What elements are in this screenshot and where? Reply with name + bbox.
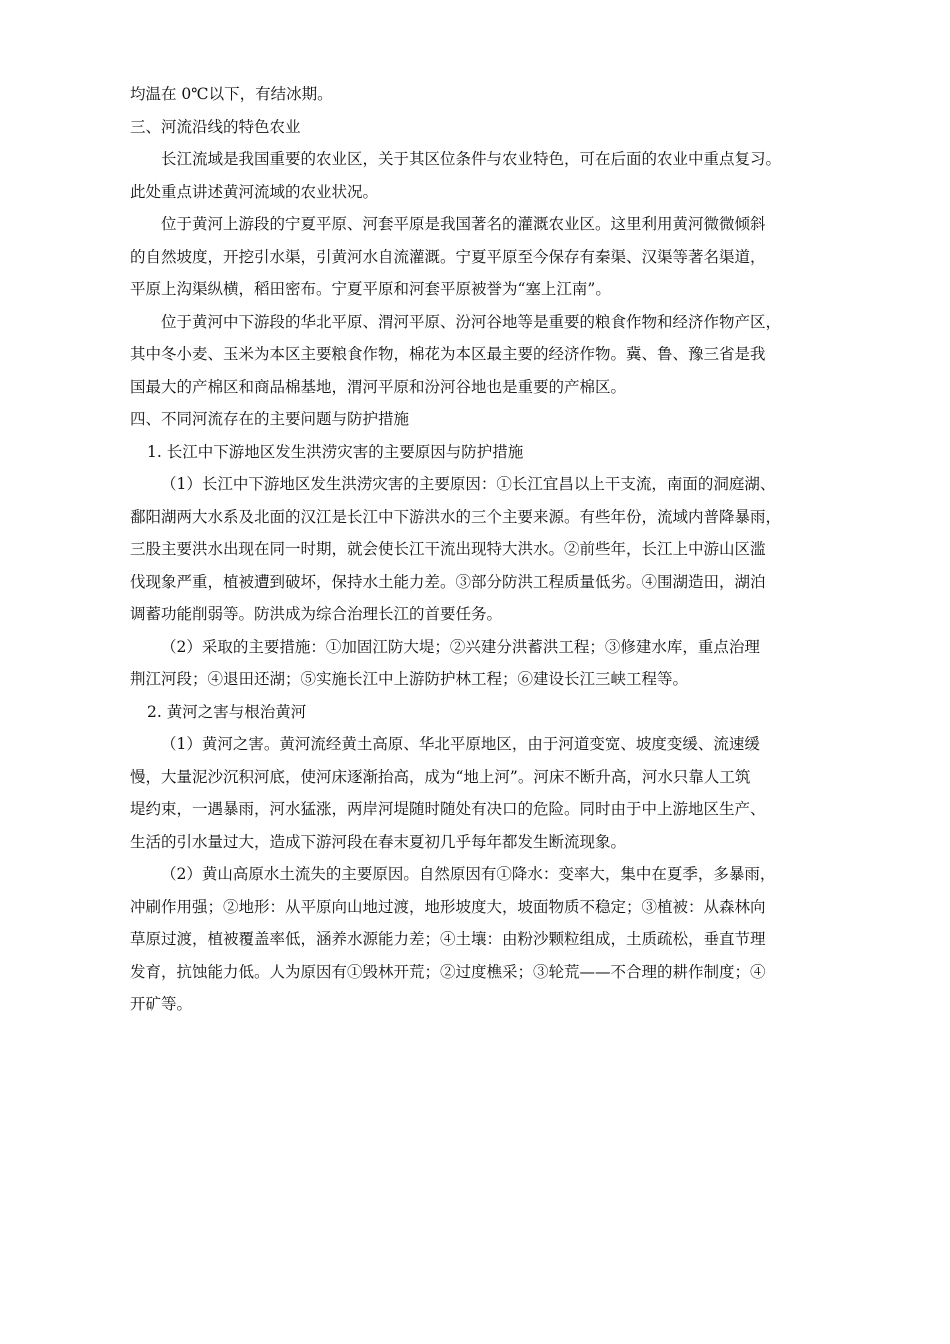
text-line: 慢，大量泥沙沉积河底，使河床逐渐抬高，成为“地上河”。河床不断升高，河水只靠人工筑	[130, 767, 751, 786]
text-line: 平原上沟渠纵横，稻田密布。宁夏平原和河套平原被誉为“塞上江南”。	[130, 280, 611, 298]
text-line: 鄱阳湖两大水系及北面的汉江是长江中下游洪水的三个主要来源。有些年份，流域内普降暴雨，	[130, 507, 782, 526]
text-line: 荆江河段；④退田还湖；⑤实施长江中上游防护林工程；⑥建设长江三峡工程等。	[130, 670, 689, 688]
section-heading: 三、河流沿线的特色农业	[130, 117, 301, 136]
text-line: 草原过渡，植被覆盖率低，涵养水源能力差；④土壤：由粉沙颗粒组成，土质疏松，垂直节理	[130, 930, 766, 948]
text-line: 均温在 0℃以下，有结冰期。	[130, 85, 333, 103]
section-heading: 四、不同河流存在的主要问题与防护措施	[130, 410, 410, 428]
text-line: 冲刷作用强；②地形：从平原向山地过渡，地形坡度大，坡面物质不稳定；③植被：从森林向	[130, 897, 766, 916]
subsection-heading: 1. 长江中下游地区发生洪涝灾害的主要原因与防护措施	[147, 442, 524, 461]
text-line: 开矿等。	[130, 995, 193, 1013]
text-line: （1）黄河之害。黄河流经黄土高原、华北平原地区，由于河道变宽、坡度变缓、流速缓	[161, 735, 760, 753]
text-line: 伐现象严重，植被遭到破坏，保持水土能力差。③部分防洪工程质量低劣。④围湖造田，湖泊	[130, 572, 766, 591]
text-line: 其中冬小麦、玉米为本区主要粮食作物，棉花为本区最主要的经济作物。冀、鲁、豫三省是我	[130, 345, 766, 363]
text-line: （1）长江中下游地区发生洪涝灾害的主要原因：①长江宜昌以上干支流，南面的洞庭湖、	[161, 475, 776, 493]
text-line: 此处重点讲述黄河流域的农业状况。	[130, 182, 379, 201]
text-line: （2）黄山高原水土流失的主要原因。自然原因有①降水：变率大，集中在夏季，多暴雨，	[161, 865, 776, 883]
subsection-heading: 2. 黄河之害与根治黄河	[147, 702, 307, 721]
text-line: 位于黄河上游段的宁夏平原、河套平原是我国著名的灌溉农业区。这里利用黄河微微倾斜	[161, 215, 766, 233]
text-line: 位于黄河中下游段的华北平原、渭河平原、汾河谷地等是重要的粮食作物和经济作物产区，	[161, 312, 782, 331]
text-line: 生活的引水量过大，造成下游河段在春末夏初几乎每年都发生断流现象。	[130, 832, 627, 851]
text-line: 的自然坡度，开挖引水渠，引黄河水自流灌溉。宁夏平原至今保存有秦渠、汉渠等著名渠道，	[130, 247, 766, 266]
text-line: 三股主要洪水出现在同一时期，就会使长江干流出现特大洪水。②前些年，长江上中游山区滥	[130, 540, 766, 558]
text-line: 国最大的产棉区和商品棉基地，渭河平原和汾河谷地也是重要的产棉区。	[130, 377, 627, 396]
text-line: （2）采取的主要措施：①加固江防大堤；②兴建分洪蓄洪工程；③修建水库，重点治理	[161, 637, 760, 656]
text-line: 长江流域是我国重要的农业区，关于其区位条件与农业特色，可在后面的农业中重点复习。	[161, 150, 782, 168]
text-line: 调蓄功能削弱等。防洪成为综合治理长江的首要任务。	[130, 605, 503, 623]
text-line: 堤约束，一遇暴雨，河水猛涨，两岸河堤随时随处有决口的危险。同时由于中上游地区生产、	[130, 800, 766, 818]
document-body	[130, 78, 830, 1021]
text-line: 发育，抗蚀能力低。人为原因有①毁林开荒；②过度樵采；③轮荒——不合理的耕作制度；④	[130, 962, 766, 981]
